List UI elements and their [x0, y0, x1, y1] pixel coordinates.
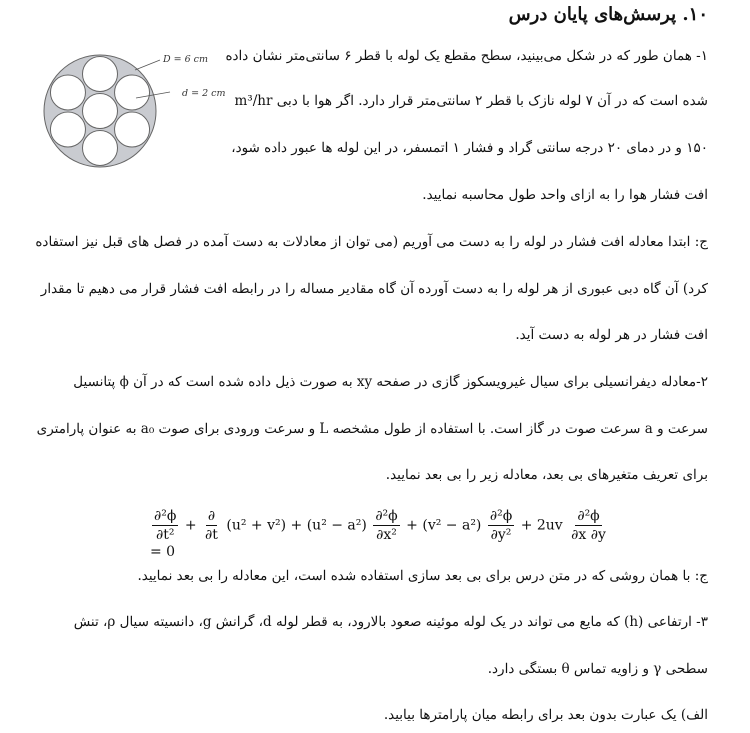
- q3-line-2: سطحی γ و زاویه تماس θ بستگی دارد.: [487, 661, 708, 677]
- outer-diameter-leader: [135, 60, 160, 70]
- q1-answer-line-3: افت فشار در هر لوله به دست آید.: [515, 327, 708, 343]
- eq-frac-3-num: ∂²ϕ: [375, 508, 398, 524]
- q2-answer: ج: با همان روشی که در متن درس برای بی بعد سازی استفاده شده است، این معادله را بی بعد نمایید.: [137, 568, 708, 584]
- inner-tube-1: [83, 94, 118, 129]
- section-title: ۱۰. پرسش‌های پایان درس: [508, 4, 708, 25]
- q2-line-2: سرعت و a سرعت صوت در گاز است. با استفاده از طول مشخصه L و سرعت ورودی برای صوت a₀ به عنوان پارامتری: [36, 421, 708, 437]
- inner-tube-3: [83, 131, 118, 166]
- inner-tube-4: [50, 112, 85, 147]
- eq-frac-4: [488, 507, 514, 544]
- eq-frac-4-den: ∂y²: [490, 527, 512, 543]
- eq-plus: +: [184, 517, 197, 534]
- inner-diameter-label: d = 2 cm: [182, 88, 226, 99]
- inner-tube-2: [115, 112, 150, 147]
- eq-frac-1: [152, 507, 178, 544]
- q1-line-2: شده است که در آن ۷ لوله نازک با قطر ۲ سانتی‌متر قرار دارد. اگر هوا با دبی m³/hr: [234, 93, 708, 109]
- eq-frac-5-den: ∂x ∂y: [571, 527, 606, 543]
- pipe-cross-section-figure: [40, 48, 240, 168]
- inner-tube-5: [50, 75, 85, 110]
- eq-term-4: + 2uv: [520, 517, 563, 534]
- q1-answer-line-2: کرد) آن گاه دبی عبوری از هر لوله را به دست آورده آن گاه مقادیر مساله را در رابطه افت فشار قرار می دهیم تا مقدار: [40, 281, 708, 297]
- eq-frac-4-num: ∂²ϕ: [489, 508, 513, 524]
- q1-answer-line-1: ج: ابتدا معادله افت فشار در لوله را به دست می آوریم (می توان از معادلات به دست آمده در فصل های قبل نیز استفاده: [35, 234, 708, 250]
- eq-term-3: + (v² − a²): [406, 517, 482, 534]
- eq-frac-2-den: ∂t: [205, 527, 218, 543]
- eq-term-2: (u² + v²) + (u² − a²): [226, 517, 367, 534]
- inner-tube-7: [115, 75, 150, 110]
- q1-line-1: ۱- همان طور که در شکل می‌بینید، سطح مقطع یک لوله با قطر ۶ سانتی‌متر نشان داده: [225, 48, 708, 64]
- q2-equation: [150, 507, 620, 560]
- inner-tube-6: [83, 57, 118, 92]
- eq-frac-5: [569, 507, 608, 544]
- eq-equals-zero: = 0: [150, 544, 176, 560]
- q1-line-4: افت فشار هوا را به ازای واحد طول محاسبه نمایید.: [422, 187, 708, 203]
- outer-diameter-label: D = 6 cm: [163, 54, 209, 65]
- q3-line-1: ۳- ارتفاعی (h) که مایع می تواند در یک لوله موئینه صعود بالارود، به قطر لوله d، گرانش g، دانسیته سیال ρ، تنش: [73, 614, 708, 630]
- q1-line-3: ۱۵۰ و در دمای ۲۰ درجه سانتی گراد و فشار ۱ اتمسفر، در این لوله ها عبور داده شود،: [231, 140, 708, 156]
- pipe-diagram: [40, 48, 240, 168]
- eq-frac-2-num: ∂: [207, 508, 216, 524]
- eq-frac-2: [203, 507, 220, 544]
- eq-frac-3: [373, 507, 399, 544]
- q2-line-3: برای تعریف متغیرهای بی بعد، معادله زیر را بی بعد نمایید.: [385, 467, 708, 483]
- q2-line-1: ۲-معادله دیفرانسیلی برای سیال غیرویسکوز گازی در صفحه xy به صورت ذیل داده شده است که در آن ϕ پتانسیل: [73, 374, 708, 390]
- eq-frac-1-num: ∂²ϕ: [154, 508, 177, 524]
- eq-frac-3-den: ∂x²: [376, 527, 397, 543]
- eq-frac-5-num: ∂²ϕ: [577, 508, 600, 524]
- q3-part-a: الف) یک عبارت بدون بعد برای رابطه میان پارامترها بیابید.: [383, 707, 708, 723]
- eq-frac-1-den: ∂t²: [155, 527, 175, 543]
